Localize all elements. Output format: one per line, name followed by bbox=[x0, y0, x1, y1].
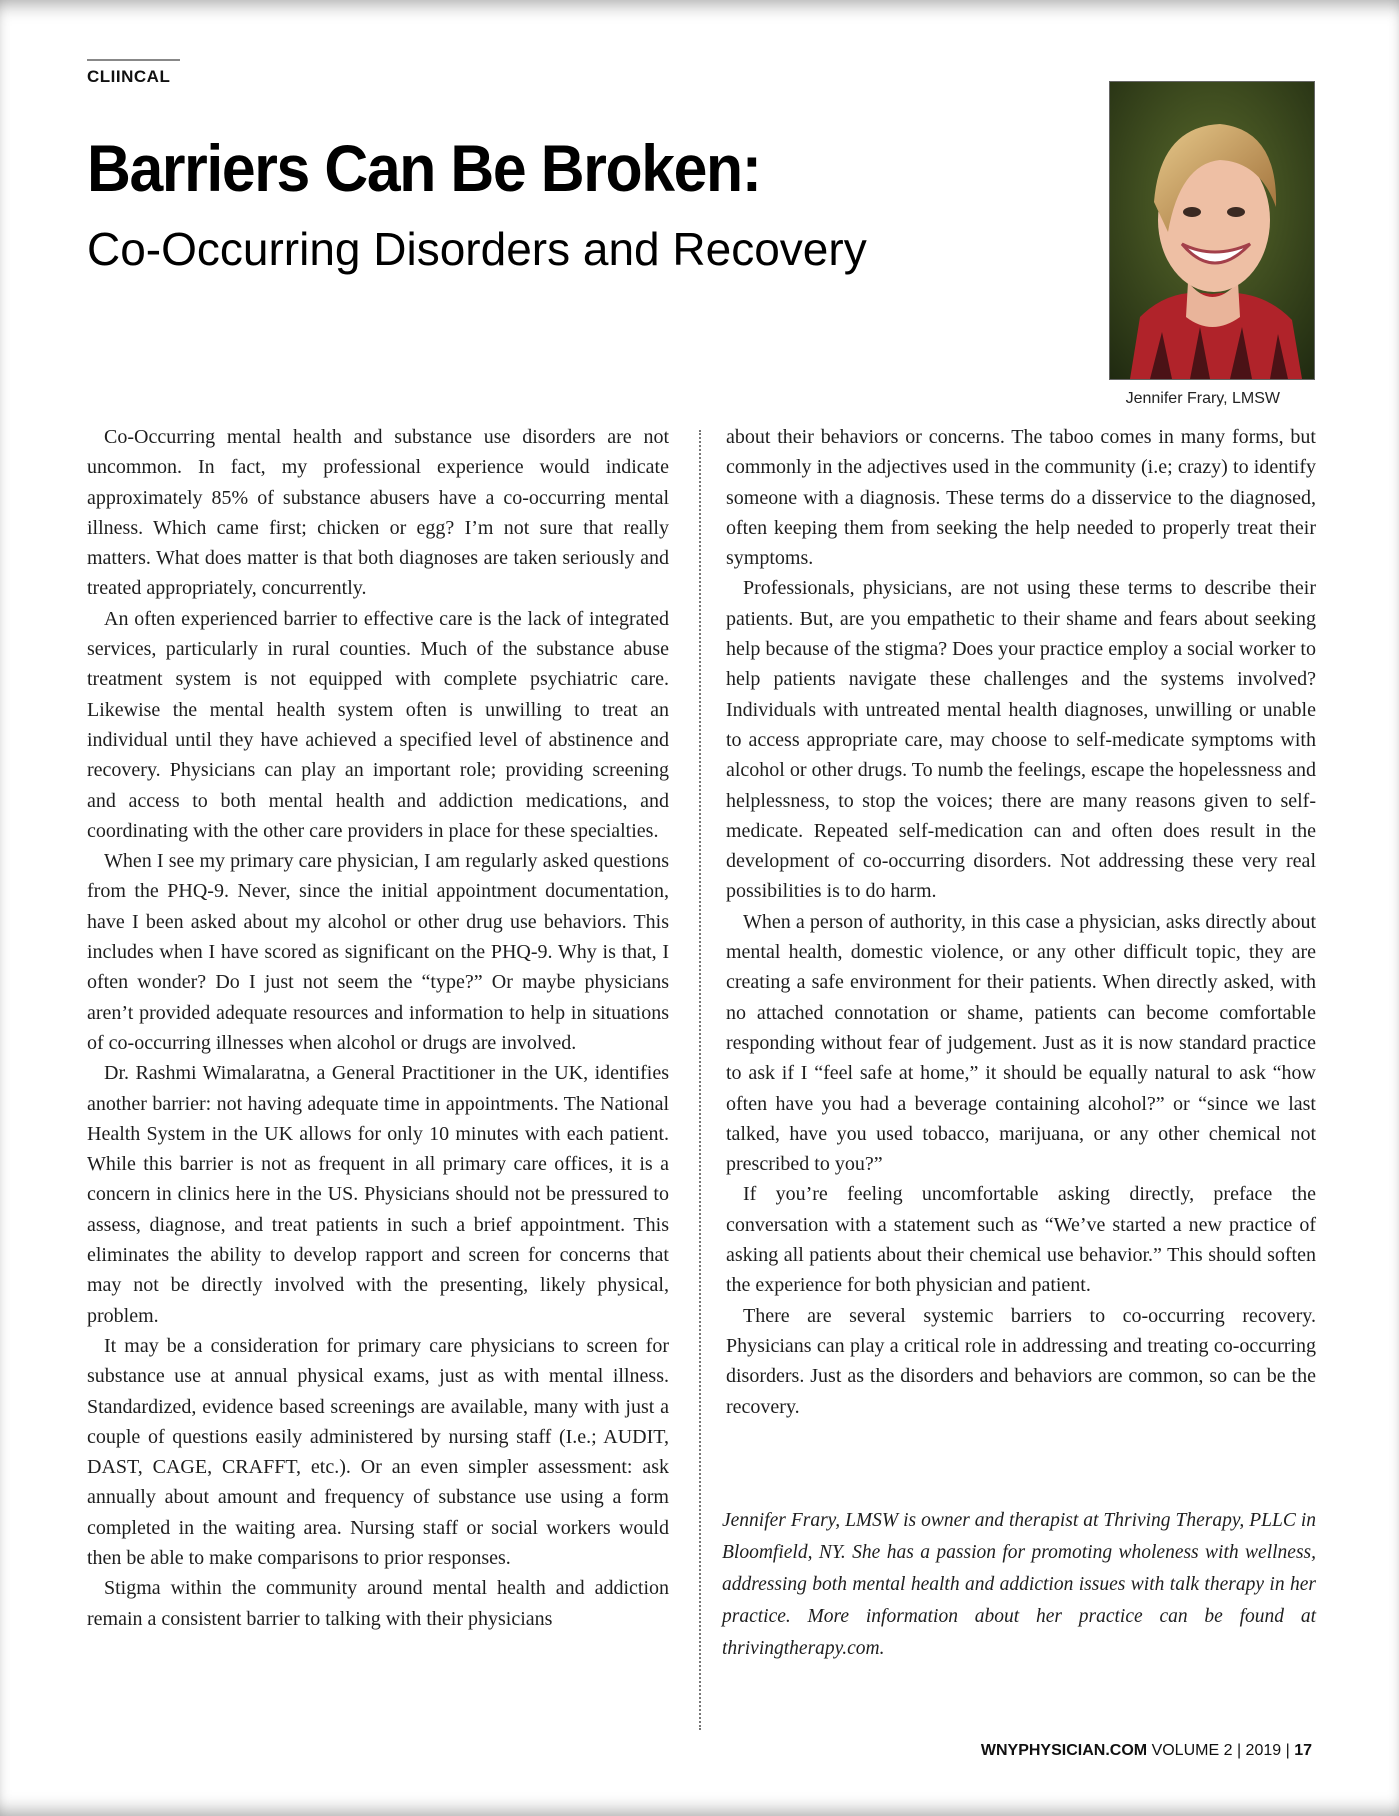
footer-year: 2019 bbox=[1245, 1742, 1282, 1759]
author-photo bbox=[1109, 81, 1315, 380]
paragraph: An often experienced barrier to effective care is the lack of integrated services, particularly in rural counties. Much of the substance abuse treatment system is not equipped with complete psychiatric care. Likewise the mental health system often is unwilling to treat an individual until they have achieved a specified level of abstinence and recovery. Physicians can play an important role; providing screening and access to both mental health and addiction medications, and coordinating with the other care providers in place for these specialties. bbox=[87, 607, 669, 842]
page-number: 17 bbox=[1294, 1742, 1312, 1759]
paragraph: about their behaviors or concerns. The taboo comes in many forms, but commonly in the adjectives used in the community (i.e; crazy) to identify someone with a diagnosis. These terms do a disservice to the diagnosed, often keeping them from seeking the help needed to properly treat their symptoms. bbox=[726, 426, 1316, 570]
paragraph: When a person of authority, in this case a physician, asks directly about mental health, domestic violence, or any other difficult topic, they are creating a safe environment for their patients. When directly asked, with no attached connotation or shame, patients can become comfortable responding without fear of judgement. Just as it is now standard practice to ask if I “feel safe at home,” it should be equally natural to ask “how often have you had a beverage containing alcohol?” or “since we last talked, have you used tobacco, marijuana, or any other chemical not prescribed to you?” bbox=[726, 910, 1316, 1176]
section-rule bbox=[87, 59, 180, 61]
article-subtitle: Co-Occurring Disorders and Recovery bbox=[87, 223, 867, 275]
footer-separator: | bbox=[1285, 1742, 1290, 1759]
photo-caption: Jennifer Frary, LMSW bbox=[1125, 390, 1280, 407]
paragraph: Co-Occurring mental health and substance use disorders are not uncommon. In fact, my professional experience would indicate approximately 85% of substance abusers have a co-occurring mental illness. Which came first; chicken or egg? I’m not sure that really matters. What does matter is that both diagnoses are taken seriously and treated appropriately, concurrently. bbox=[87, 426, 669, 600]
column-divider bbox=[699, 430, 701, 1730]
paragraph: Professionals, physicians, are not using these terms to describe their patients. But, are you empathetic to their shame and fears about seeking help because of the stigma? Does your practice employ a social worker to help patients navigate these challenges and the systems involved? Individuals with untreated mental health diagnoses, unwilling or unable to access appropriate care, may choose to self-medicate symptoms with alcohol or other drugs. To numb the feelings, escape the hopelessness and helplessness, to stop the voices; there are many reasons given to self-medicate. Repeated self-medication can and often does result in the development of co-occurring disorders. Not addressing these very real possibilities is to do harm. bbox=[726, 577, 1316, 903]
footer-site: WNYPHYSICIAN.COM bbox=[980, 1742, 1148, 1759]
paragraph: When I see my primary care physician, I am regularly asked questions from the PHQ-9. Never, since the initial appointment documentation, have I been asked about my alcohol or other drug use behaviors. This includes when I have scored as significant on the PHQ-9. Why is that, I often wonder? Do I just not seem the “type?” Or maybe physicians aren’t provided adequate resources and information to help in situations of co-occurring illnesses when alcohol or drugs are involved. bbox=[87, 850, 669, 1054]
page-footer bbox=[920, 1742, 1312, 1760]
paragraph: If you’re feeling uncomfortable asking directly, preface the conversation with a statement such as “We’ve started a new practice of asking all patients about their chemical use behavior.” This should soften the experience for both physician and patient. bbox=[726, 1183, 1316, 1297]
article-left-column bbox=[87, 422, 669, 1634]
paragraph: There are several systemic barriers to co-occurring recovery. Physicians can play a critical role in addressing and treating co-occurring disorders. Just as the disorders and behaviors are common, so can be the recovery. bbox=[726, 1304, 1316, 1418]
footer-volume: VOLUME 2 bbox=[1151, 1742, 1233, 1759]
section-label: CLIINCAL bbox=[87, 67, 171, 86]
paragraph: Dr. Rashmi Wimalaratna, a General Practitioner in the UK, identifies another barrier: not having adequate time in appointments. The National Health System in the UK allows for only 10 minutes with each patient. While this barrier is not as frequent in all primary care offices, it is a concern in clinics here in the US. Physicians should not be pressured to assess, diagnose, and treat patients in such a brief appointment. This eliminates the ability to develop rapport and screen for concerns that may not be directly involved with the presenting, likely physical, problem. bbox=[87, 1062, 669, 1327]
paragraph: Stigma within the community around mental health and addiction remain a consistent barrier to talking with their physicians bbox=[87, 1577, 669, 1630]
footer-separator: | bbox=[1236, 1742, 1242, 1759]
article-title: Barriers Can Be Broken: bbox=[87, 131, 761, 205]
author-bio bbox=[722, 1505, 1316, 1665]
article-right-column bbox=[726, 422, 1316, 1422]
paragraph: It may be a consideration for primary care physicians to screen for substance use at annual physical exams, just as with mental illness. Standardized, evidence based screenings are available, many with just a couple of questions easily administered by nursing staff (I.e.; AUDIT, DAST, CAGE, CRAFFT, etc.). Or an even simpler assessment: ask annually about amount and frequency of substance use using a form completed in the waiting area. Nursing staff or social workers would then be able to make comparisons to prior responses. bbox=[87, 1334, 669, 1569]
author-bio-text: Jennifer Frary, LMSW is owner and therapist at Thriving Therapy, PLLC in Bloomfield, NY. She has a passion for promoting wholeness with wellness, addressing both mental health and addiction issues with talk therapy in her practice. More information about her practice can be found at thrivingtherapy.com. bbox=[722, 1510, 1316, 1659]
